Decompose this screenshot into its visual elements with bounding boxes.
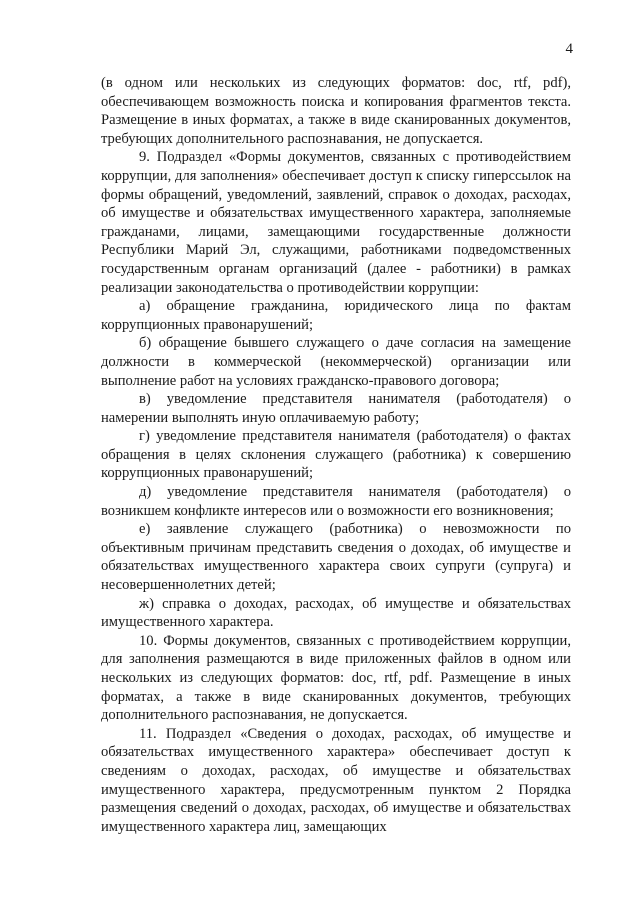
list-item-a: а) обращение гражданина, юридического лица по фактам коррупционных правонарушений;	[101, 298, 571, 333]
paragraph-continuation: (в одном или нескольких из следующих форматов: doc, rtf, pdf), обеспечивающем возможность поиска и копирования фрагментов текста. Размещение в иных форматах, а также в виде сканированных документов, требующих дополнительного распознавания, не допускается.	[101, 75, 571, 147]
paragraph-11: 11. Подраздел «Сведения о доходах, расходах, об имуществе и обязательствах имущественного характера» обеспечивает доступ к сведениям о доходах, расходах, об имуществе и обязательствах имущественного характера, предусмотренным пунктом 2 Порядка размещения сведений о доходах, расходах, об имуществе и обязательствах имущественного характера лиц, замещающих	[101, 725, 571, 835]
list-item-v: в) уведомление представителя нанимателя (работодателя) о намерении выполнять иную оплачиваемую работу;	[101, 391, 571, 426]
list-item-d: д) уведомление представителя нанимателя (работодателя) о возникшем конфликте интересов или о возможности его возникновения;	[101, 484, 571, 519]
list-item-b: б) обращение бывшего служащего о даче согласия на замещение должности в коммерческой (некоммерческой) организации или выполнение работ на условиях гражданско-правового договора;	[101, 335, 571, 389]
paragraph-9: 9. Подраздел «Формы документов, связанных с противодействием коррупции, для заполнения» обеспечивает доступ к списку гиперссылок на формы обращений, уведомлений, заявлений, справок о доходах, расходах, об имуществе и обязательствах имущественного характера, заполняемые гражданами, лицами, замещающими государственные должности Республики Марий Эл, служащими, работниками подведомственных государственным органам организаций (далее - работники) в рамках реализации законодательства о противодействии коррупции:	[101, 149, 571, 296]
paragraph-10: 10. Формы документов, связанных с противодействием коррупции, для заполнения размещаются в виде приложенных файлов в одном или нескольких из следующих форматов: doc, rtf, pdf. Размещение в иных форматах, а также в виде сканированных документов, требующих дополнительного распознавания, не допускается.	[101, 632, 571, 724]
document-body	[101, 74, 571, 836]
list-item-g: г) уведомление представителя нанимателя (работодателя) о фактах обращения в целях склонения служащего (работника) к совершению коррупционных правонарушений;	[101, 428, 571, 482]
page-number: 4	[565, 41, 573, 57]
list-item-e: е) заявление служащего (работника) о невозможности по объективным причинам представить сведения о доходах, об имуществе и обязательствах имущественного характера своих супруги (супруга) и несовершеннолетних детей;	[101, 521, 571, 594]
list-item-zh: ж) справка о доходах, расходах, об имуществе и обязательствах имущественного характера.	[101, 595, 571, 631]
